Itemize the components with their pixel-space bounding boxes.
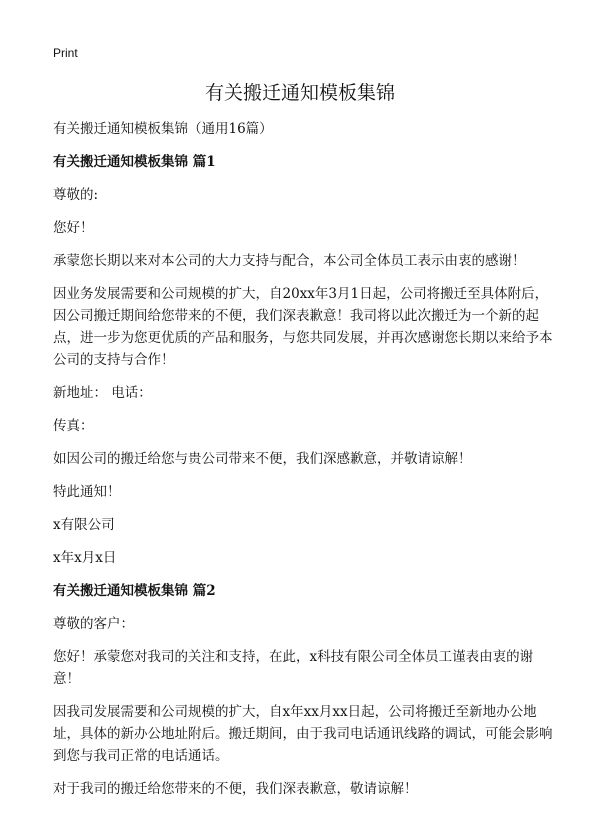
paragraph: 尊敬的: — [53, 187, 99, 203]
doc-subtitle: 有关搬迁通知模板集锦（通用16篇） — [53, 121, 273, 137]
paragraph: 您好！ — [53, 220, 94, 236]
paragraph: 对于我司的搬迁给您带来的不便，我们深表歉意，敬请谅解！ — [53, 781, 418, 797]
paragraph: 承蒙您长期以来对本公司的大力支持与配合，本公司全体员工表示由衷的感谢！ — [53, 253, 526, 269]
document-body — [53, 118, 553, 811]
paragraph: x有限公司 — [53, 517, 115, 533]
paragraph: 因我司发展需要和公司规模的扩大，自x年xx月xx日起，公司将搬迁至新地办公地址，具体的新办公地址附后。搬迁期间，由于我司电话通讯线路的调试，可能会影响到您与我司正常的电话通话。 — [53, 704, 553, 764]
paragraph: 您好！承蒙您对我司的关注和支持，在此，x科技有限公司全体员工谨表由衷的谢意！ — [53, 649, 534, 687]
section-heading-2: 有关搬迁通知模板集锦 篇2 — [53, 583, 216, 599]
paragraph: x年x月x日 — [53, 550, 117, 566]
paragraph: 因业务发展需要和公司规模的扩大，自20xx年3月1日起，公司将搬迁至具体附后，因公司搬迁期间给您带来的不便，我们深表歉意！我司将以此次搬迁为一个新的起点，进一步为您更优质的产品和服务，与您共同发展，并再次感谢您长期以来给予本公司的支持与合作！ — [53, 286, 553, 368]
print-label: Print — [53, 46, 78, 60]
section-heading-1: 有关搬迁通知模板集锦 篇1 — [53, 154, 216, 170]
paragraph: 新地址： 电话： — [53, 385, 152, 401]
paragraph: 如因公司的搬迁给您与贵公司带来不便，我们深感歉意，并敬请谅解！ — [53, 451, 472, 467]
page-title: 有关搬迁通知模板集锦 — [204, 82, 395, 104]
paragraph: 尊敬的客户： — [53, 616, 134, 632]
paragraph: 特此通知！ — [53, 484, 121, 500]
paragraph: 传真： — [53, 418, 94, 434]
